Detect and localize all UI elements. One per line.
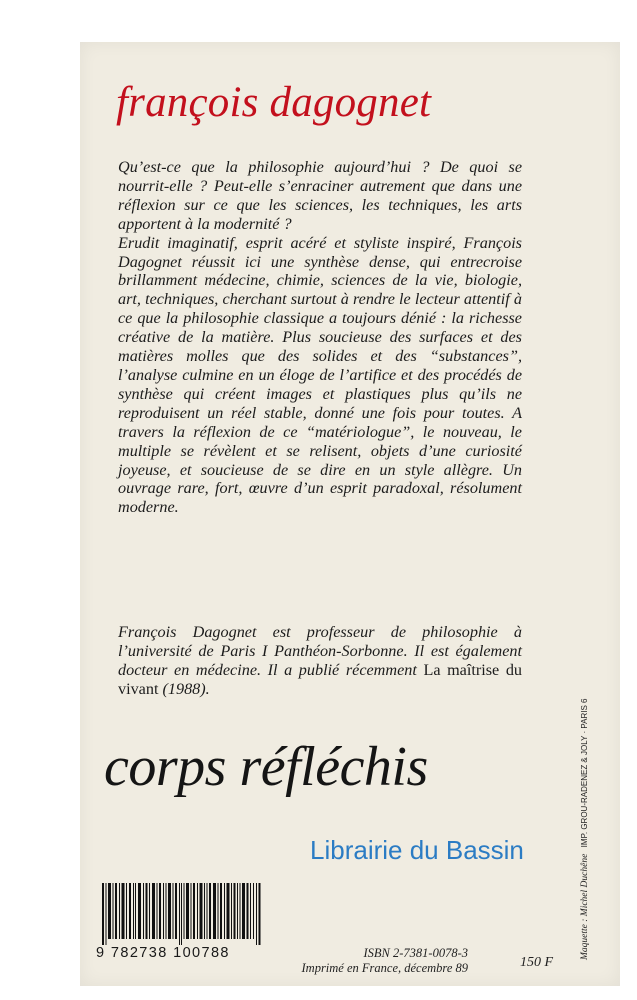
previous-book-title: La maîtrise du vivant (118, 660, 523, 698)
blurb-paragraph-1: Qu’est-ce que la philosophie aujourd’hui ? De quoi se nourrit-elle ? Peut-elle s’enraciner autrement que dans une réflexion sur ce que les sciences, les techniques, les arts apportent à la modernité ? (118, 158, 522, 233)
isbn-block (275, 946, 468, 975)
side-credits (580, 699, 590, 960)
seller-watermark: Librairie du Bassin (310, 835, 524, 865)
design-credit: Maquette : Michel Duchêne (580, 853, 590, 960)
printer-credit: IMP. GROU-RADENEZ & JOLY · PARIS 6 (580, 698, 589, 848)
imprint-line: Imprimé en France, décembre 89 (301, 960, 468, 975)
barcode-digits: 9 782738 100788 (96, 945, 230, 961)
blurb-paragraph-2: Erudit imaginatif, esprit acéré et styliste inspiré, François Dagognet réussit ici une synthèse dense, qui entrecroise brillamment médecine, chimie, sciences de la vie, biologie, art, techniques, cherchant surtout à rendre le lecteur attentif à ce que la philosophie classique a toujours dénié : la richesse créative de la matière. Plus soucieuse des surfaces et des matières molles que des solides et des “substances”, l’analyse culmine en un éloge de l’artifice et des procédés de synthèse qui créent images et plastiques plus qu’ils ne reproduisent un réel stable, donné une fois pour toutes. A travers la réflexion de ce “matériologue”, le nouveau, le multiple se révèlent et se relisent, objets d’une curiosité joyeuse, et soucieuse de se dire en un style allègre. Un ouvrage rare, fort, œuvre d’un esprit paradoxal, résolument moderne. (118, 233, 522, 517)
author-bio-text: François Dagognet est professeur de philosophie à l’université de Paris I Panthéon-Sorbonne. Il est également docteur en médecine. Il a publié récemment (118, 623, 522, 679)
price: 150 F (520, 955, 554, 970)
isbn-number: ISBN 2-7381-0078-3 (363, 946, 468, 960)
previous-book-year: (1988). (162, 679, 210, 698)
blurb (118, 158, 522, 517)
author-bio (118, 623, 522, 699)
author-name: françois dagognet (116, 79, 432, 126)
barcode (102, 883, 262, 945)
book-title: corps réfléchis (104, 736, 428, 798)
